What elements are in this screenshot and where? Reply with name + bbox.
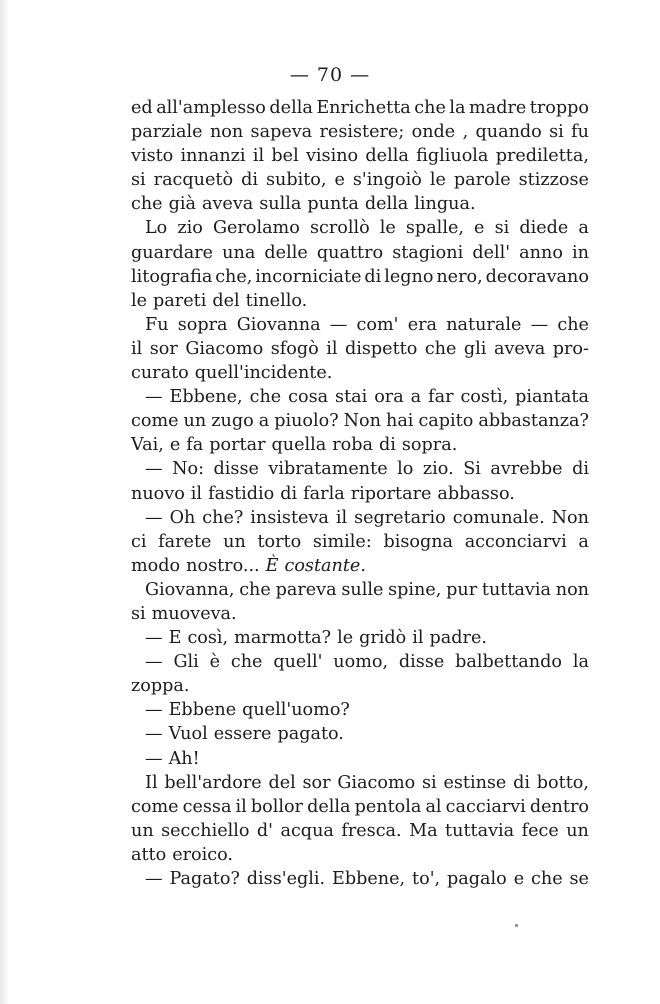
word: s'ingoiò [352, 170, 422, 191]
text-line [131, 457, 589, 481]
text-line [131, 819, 589, 843]
word: e [474, 218, 485, 239]
word: pareva [275, 579, 337, 600]
word: fu [571, 122, 589, 143]
text-line [131, 674, 589, 698]
word: bollor [250, 796, 303, 817]
word: cessa [182, 796, 232, 817]
text-line [131, 241, 589, 265]
word: del [212, 290, 240, 311]
word: se [569, 869, 589, 889]
word: sfogò [270, 338, 319, 359]
body-text [131, 96, 589, 891]
word: — [145, 724, 163, 745]
text-line [131, 867, 589, 891]
word: Ebbene [168, 700, 237, 721]
word: che, [215, 266, 253, 287]
word: di [572, 459, 589, 480]
word: del [268, 772, 296, 793]
word: un [223, 531, 246, 552]
text-line [131, 216, 589, 240]
word: lo [397, 459, 414, 480]
word: a [578, 218, 589, 239]
text-line [131, 578, 589, 602]
word: zio [177, 218, 203, 239]
word: costante. [284, 555, 366, 576]
word: le [429, 170, 446, 191]
word: estinse [443, 772, 507, 793]
word: stizzose [518, 170, 589, 191]
word: lingua. [414, 194, 476, 215]
word: sapeva [250, 122, 313, 143]
word: troppo [529, 98, 589, 118]
word: — [145, 652, 163, 673]
word: naturale [446, 314, 522, 335]
word: che? [202, 507, 244, 528]
word: Ah! [168, 748, 200, 769]
word: si [422, 772, 437, 793]
word: atto [131, 844, 167, 865]
word: bell'ardore [164, 772, 262, 793]
word: nostro... [186, 555, 260, 576]
word: quella [271, 435, 327, 456]
word: prediletta, [495, 146, 589, 167]
word: quattro [316, 242, 384, 263]
word: Giacomo [337, 772, 416, 793]
text-line [131, 120, 589, 144]
word: punta [307, 194, 359, 215]
word: di [241, 170, 258, 191]
word: gli [463, 338, 487, 359]
word: a [578, 531, 589, 552]
word: spalle, [405, 218, 464, 239]
text-line [131, 361, 589, 385]
word: che [424, 338, 457, 359]
word: — [145, 748, 163, 769]
word: così, [187, 628, 229, 649]
word: parziale [131, 122, 203, 143]
word: pro- [552, 338, 589, 359]
word: a [258, 411, 270, 432]
word: onde [411, 122, 456, 143]
word: si [549, 122, 564, 143]
word: — [145, 869, 163, 889]
word: piuolo? [274, 411, 339, 432]
word: d' [256, 820, 274, 841]
word: resistere; [319, 122, 405, 143]
text-line [131, 554, 589, 578]
text-line [131, 433, 589, 457]
word: all'amplesso [156, 98, 266, 118]
word: della [269, 98, 313, 118]
word: e [334, 170, 345, 191]
text-line [131, 385, 589, 409]
page-number: — 70 — [289, 64, 371, 86]
word: non [555, 579, 589, 600]
text-line [131, 795, 589, 819]
word: — [145, 700, 163, 721]
word: fastidio [208, 483, 275, 504]
word: già [168, 194, 196, 215]
text-line [131, 409, 589, 433]
word: si [494, 218, 510, 239]
word: abbasso. [437, 483, 515, 504]
word: zoppa. [131, 676, 190, 697]
text-line [131, 482, 589, 506]
word: — [145, 628, 163, 649]
word: la [449, 98, 466, 118]
word: bisogna [383, 531, 454, 552]
word: portar [209, 435, 266, 456]
word: botto, [536, 772, 589, 793]
word: pagalo [447, 869, 507, 889]
word: di [379, 435, 396, 456]
text-line [131, 722, 589, 746]
word: insisteva [250, 507, 329, 528]
text-line [131, 192, 589, 216]
word: dell' [472, 242, 511, 263]
word: — [145, 387, 163, 408]
word: costì, [460, 387, 509, 408]
word: Oh [169, 507, 196, 528]
word: È [265, 555, 279, 576]
text-line [131, 313, 589, 337]
word: è [209, 652, 221, 673]
word: della [307, 796, 351, 817]
word: balbettando [455, 652, 562, 673]
word: capito [418, 411, 474, 432]
word: zio. [422, 459, 454, 480]
text-line [131, 843, 589, 867]
word: le [337, 628, 354, 649]
text-line [131, 168, 589, 192]
word: in [572, 242, 589, 263]
word: diss'egli. [246, 869, 326, 889]
word: abbastanza? [478, 411, 589, 432]
word: essere [213, 724, 272, 745]
word: il [252, 146, 265, 167]
word: e [513, 869, 525, 889]
word: madre [469, 98, 527, 118]
word: Ebbene, [169, 387, 243, 408]
word: Ebbene, [332, 869, 406, 889]
word: la [572, 652, 589, 673]
word: il [335, 507, 348, 528]
word: , [462, 122, 469, 143]
word: Pagato? [169, 869, 240, 889]
word: quando [475, 122, 542, 143]
word: acqua [280, 820, 334, 841]
word: non [209, 122, 244, 143]
word: sulle [341, 579, 384, 600]
word: torto [257, 531, 302, 552]
word: acconciarvi [464, 531, 567, 552]
word: Lo [145, 218, 168, 239]
word: dentro [529, 796, 589, 817]
word: che [414, 98, 446, 118]
word: Gerolamo [212, 218, 300, 239]
text-line [131, 96, 589, 120]
word: avrebbe [490, 459, 563, 480]
word: si [131, 603, 146, 624]
word: disse [213, 459, 259, 480]
word: Non [551, 507, 589, 528]
word: un [566, 820, 589, 841]
word: tuttavia [481, 579, 551, 600]
word: hai [385, 411, 414, 432]
word: scrollò [309, 218, 370, 239]
text-line [131, 747, 589, 771]
word: stai [335, 387, 368, 408]
word: Vai, [131, 435, 164, 456]
word: stagioni [392, 242, 464, 263]
word: ci [131, 531, 147, 552]
word: e [169, 435, 181, 456]
word: No: [172, 459, 205, 480]
word: diede [519, 218, 569, 239]
word: farete [158, 531, 212, 552]
word: il [326, 338, 338, 359]
word: Giovanna [236, 314, 321, 335]
text-line [131, 530, 589, 554]
word: vibratamente [268, 459, 388, 480]
text-line [131, 337, 589, 361]
word: com' [356, 314, 399, 335]
word: — [145, 459, 163, 480]
word: incorniciate [255, 266, 362, 287]
text-line [131, 626, 589, 650]
word: padre. [429, 628, 487, 649]
word: innanzi [180, 146, 246, 167]
word: farla [303, 483, 345, 504]
word: tuttavia [445, 820, 515, 841]
word: aveva [493, 338, 546, 359]
word: una [222, 242, 256, 263]
word: cacciarvi [445, 796, 526, 817]
word: che [249, 387, 282, 408]
word: sopra. [401, 435, 458, 456]
word: fresca. [341, 820, 402, 841]
word: nuovo [131, 483, 185, 504]
word: come [131, 796, 179, 817]
word: litografia [131, 266, 213, 287]
text-line [131, 289, 589, 313]
word: far [428, 387, 454, 408]
word: un [131, 820, 154, 841]
word: — [329, 314, 348, 335]
text-line [131, 265, 589, 289]
word: il [412, 628, 424, 649]
word: come [131, 411, 179, 432]
word: — [530, 314, 549, 335]
word: Giacomo [185, 338, 264, 359]
word: simile: [312, 531, 372, 552]
word: sopra [177, 314, 228, 335]
word: Fu [145, 314, 169, 335]
word: dispetto [344, 338, 418, 359]
word: subito, [265, 170, 327, 191]
word: pur [446, 579, 478, 600]
word: di [280, 483, 298, 504]
word: legno [384, 266, 434, 287]
word: bel [271, 146, 299, 167]
word: della [364, 194, 409, 215]
print-speck [515, 924, 518, 927]
word: marmotta? [234, 628, 332, 649]
word: disse [398, 652, 445, 673]
word: piantata [515, 387, 589, 408]
word: parole [453, 170, 511, 191]
word: cosa [288, 387, 329, 408]
word: sulla [259, 194, 302, 215]
word: muoveva. [151, 603, 237, 624]
text-line [131, 602, 589, 626]
word: quell' [273, 652, 323, 673]
word: di [513, 772, 531, 793]
word: racquetò [153, 170, 234, 191]
word: sor [302, 772, 331, 793]
word: aveva [202, 194, 254, 215]
word: visino [305, 146, 359, 167]
word: curato [131, 363, 189, 384]
word: figliuola [416, 146, 489, 167]
word: ora [374, 387, 404, 408]
word: spine, [388, 579, 442, 600]
word: Giovanna, [145, 579, 235, 600]
word: uomo, [333, 652, 389, 673]
page-edge-shadow [0, 0, 10, 1004]
word: le [131, 290, 148, 311]
word: visto [131, 146, 174, 167]
word: gridò [359, 628, 407, 649]
word: al [425, 796, 442, 817]
word: pagato. [277, 724, 344, 745]
word: comunale. [452, 507, 545, 528]
word: di [364, 266, 382, 287]
word: sor [149, 338, 178, 359]
word: Ma [409, 820, 438, 841]
text-line [131, 650, 589, 674]
word: quell'uomo? [242, 700, 350, 721]
text-line [131, 771, 589, 795]
word: tinello. [245, 290, 308, 311]
word: un [183, 411, 207, 432]
word: il [235, 796, 247, 817]
word: il [190, 483, 203, 504]
word: anno [519, 242, 563, 263]
word: secchiello [161, 820, 250, 841]
text-line [131, 698, 589, 722]
word: che [230, 652, 263, 673]
word: delle [264, 242, 308, 263]
word: Si [463, 459, 481, 480]
word: della [365, 146, 409, 167]
word: pentola [354, 796, 422, 817]
word: Gli [173, 652, 199, 673]
word: ed [131, 98, 153, 118]
word: — [145, 507, 163, 528]
word: a [410, 387, 422, 408]
text-line [131, 144, 589, 168]
text-line [131, 506, 589, 530]
word: Non [343, 411, 381, 432]
word: il [131, 338, 143, 359]
word: segretario [354, 507, 446, 528]
word: era [407, 314, 438, 335]
word: Vuol [168, 724, 208, 745]
word: che [239, 579, 271, 600]
word: riportare [350, 483, 432, 504]
word: guardare [131, 242, 214, 263]
word: roba [332, 435, 374, 456]
word: che [531, 869, 563, 889]
word: fece [521, 820, 559, 841]
word: to', [412, 869, 441, 889]
word: quell'incidente. [194, 363, 333, 384]
word: zugo [211, 411, 254, 432]
word: le [379, 218, 396, 239]
word: si [131, 170, 146, 191]
word: pareti [153, 290, 207, 311]
word: che [131, 194, 163, 215]
word: Il [145, 772, 158, 793]
word: E [168, 628, 182, 649]
word: nero, [436, 266, 483, 287]
word: modo [131, 555, 181, 576]
word: Enrichetta [316, 98, 411, 118]
word: fa [186, 435, 204, 456]
word: eroico. [172, 844, 234, 865]
word: decoravano [485, 266, 589, 287]
word: che [557, 314, 589, 335]
